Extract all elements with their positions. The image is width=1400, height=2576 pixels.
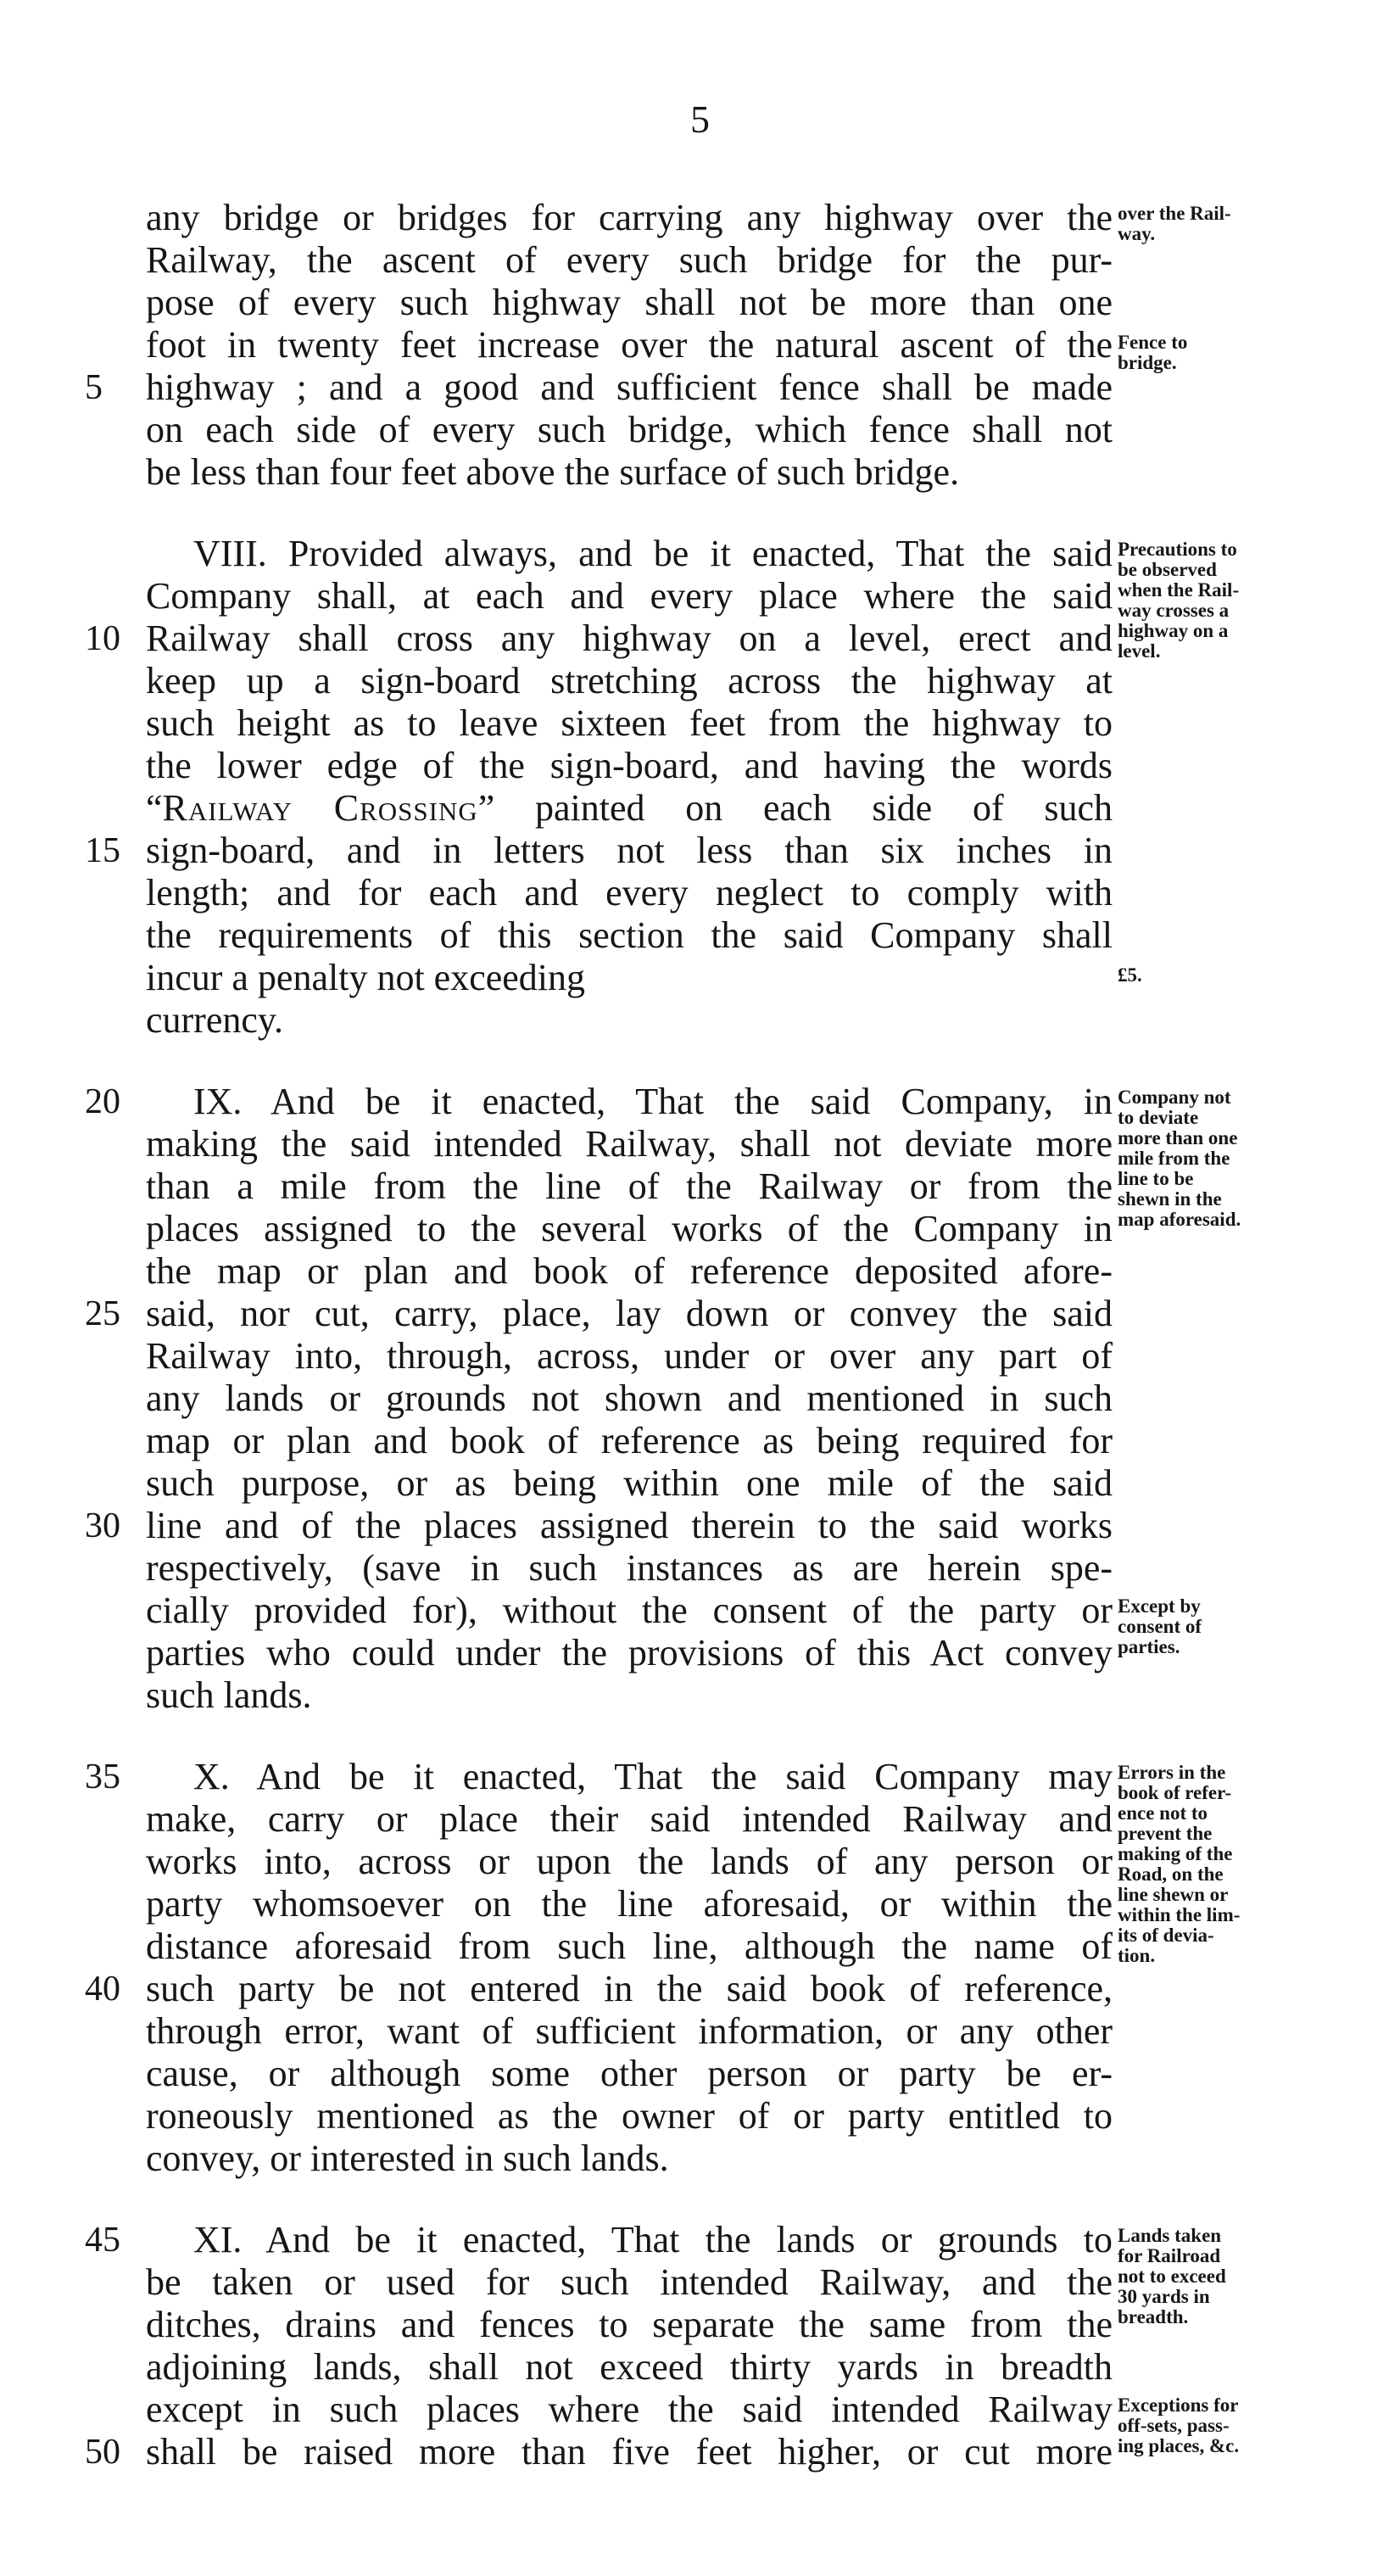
line-number: 15 (85, 831, 120, 870)
margin-note: Except by consent of parties. (1118, 1595, 1202, 1657)
text-line: the map or plan and book of reference deposited afore- (146, 1250, 1113, 1292)
text-line: parties who could under the provisions of this Act convey (146, 1632, 1113, 1674)
text-line: distance aforesaid from such line, although the name of (146, 1925, 1113, 1967)
text-line: such party be not entered in the said book of reference, (146, 1968, 1113, 2009)
margin-note: Exceptions for off-sets, pass- ing places, &c. (1118, 2394, 1240, 2456)
margin-note: over the Rail- way. (1118, 203, 1231, 244)
text-line: Railway, the ascent of every such bridge for the pur- (146, 239, 1113, 281)
text-line: making the said intended Railway, shall not deviate more (146, 1123, 1113, 1165)
text-line: such lands. (146, 1674, 312, 1716)
line-number: 10 (85, 619, 120, 658)
text-line: pose of every such highway shall not be more than one (146, 282, 1113, 323)
text-line: line and of the places assigned therein to the said works (146, 1505, 1113, 1546)
text-line: the requirements of this section the said Company shall (146, 914, 1113, 956)
text-line: be less than four feet above the surface of such bridge. (146, 451, 960, 493)
text-line: such purpose, or as being within one mile of the said (146, 1462, 1113, 1504)
text-line: respectively, (save in such instances as are herein spe- (146, 1547, 1113, 1589)
line-number: 45 (85, 2221, 120, 2260)
margin-note: Precautions to be observed when the Rail- way crosses a highway on a level. (1118, 539, 1240, 662)
line-number: 35 (85, 1757, 120, 1796)
text-line: highway ; and a good and sufficient fence shall be made (146, 366, 1113, 408)
text-line: cially provided for), without the consent of the party or (146, 1590, 1113, 1631)
text-line: on each side of every such bridge, which fence shall not (146, 409, 1113, 450)
margin-note: Fence to bridge. (1118, 332, 1188, 373)
line-number: 25 (85, 1294, 120, 1333)
text-line: map or plan and book of reference as being required for (146, 1420, 1113, 1461)
line-number: 20 (85, 1082, 120, 1121)
text-line: length; and for each and every neglect to comply with (146, 872, 1113, 914)
text-line: such height as to leave sixteen feet from the highway to (146, 702, 1113, 744)
text-line: ditches, drains and fences to separate the same from the (146, 2304, 1113, 2345)
text-line: keep up a sign-board stretching across the highway at (146, 660, 1113, 701)
text-line: foot in twenty feet increase over the natural ascent of the (146, 324, 1113, 366)
text-line: Company shall, at each and every place where the said (146, 575, 1113, 617)
text-line (146, 787, 1113, 830)
text-line: convey, or interested in such lands. (146, 2137, 669, 2179)
text-line: incur a penalty not exceeding (146, 957, 586, 998)
line-number: 30 (85, 1506, 120, 1545)
text-line: XI. And be it enacted, That the lands or grounds to (193, 2219, 1113, 2260)
text-line: works into, across or upon the lands of any person or (146, 1841, 1113, 1882)
page-number: 5 (690, 98, 710, 141)
text-line: party whomsoever on the line aforesaid, or within the (146, 1883, 1113, 1925)
text-line: the lower edge of the sign-board, and having the words (146, 745, 1113, 786)
text-line: sign-board, and in letters not less than six inches in (146, 830, 1113, 871)
text-line: Railway into, through, across, under or over any part of (146, 1335, 1113, 1377)
line-number: 40 (85, 1970, 120, 2009)
line-number: 50 (85, 2433, 120, 2472)
text-line: be taken or used for such intended Railway, and the (146, 2261, 1113, 2303)
text-line: X. And be it enacted, That the said Company may (193, 1756, 1113, 1797)
text-line: cause, or although some other person or party be er- (146, 2053, 1113, 2094)
text-line: adjoining lands, shall not exceed thirty yards in breadth (146, 2346, 1113, 2388)
text-line: IX. And be it enacted, That the said Company, in (193, 1081, 1113, 1122)
text-line: currency. (146, 999, 284, 1041)
quote-open: “ (146, 787, 163, 829)
text-line: VIII. Provided always, and be it enacted, That the said (193, 533, 1113, 574)
text-line: roneously mentioned as the owner of or party entitled to (146, 2095, 1113, 2137)
margin-note: Company not to deviate more than one mile from the line to be shewn in the map aforesaid. (1118, 1087, 1241, 1230)
text-line: said, nor cut, carry, place, lay down or convey the said (146, 1293, 1113, 1334)
text-line: except in such places where the said intended Railway (146, 2389, 1113, 2430)
text-line: places assigned to the several works of the Company in (146, 1208, 1113, 1249)
text-line: any lands or grounds not shown and mentioned in such (146, 1377, 1113, 1419)
margin-note: Errors in the book of refer- ence not to prevent the making of the Road, on the line shewn or within the lim- its of devia- tion. (1118, 1762, 1241, 1966)
margin-note: £5. (1118, 964, 1142, 986)
text-line: any bridge or bridges for carrying any highway over the (146, 197, 1113, 238)
text-line: make, carry or place their said intended Railway and (146, 1798, 1113, 1840)
text-line: than a mile from the line of the Railway or from the (146, 1165, 1113, 1207)
line-number: 5 (85, 368, 103, 407)
text-line: through error, want of sufficient information, or any other (146, 2010, 1113, 2052)
margin-note: Lands taken for Railroad not to exceed 30 yards in breadth. (1118, 2225, 1226, 2327)
railway-crossing-words: Railway Crossing (162, 787, 478, 829)
text-line: Railway shall cross any highway on a level, erect and (146, 617, 1113, 659)
quote-close-rest: ” painted on each side of such (477, 787, 1113, 829)
text-line: shall be raised more than five feet higher, or cut more (146, 2431, 1113, 2473)
